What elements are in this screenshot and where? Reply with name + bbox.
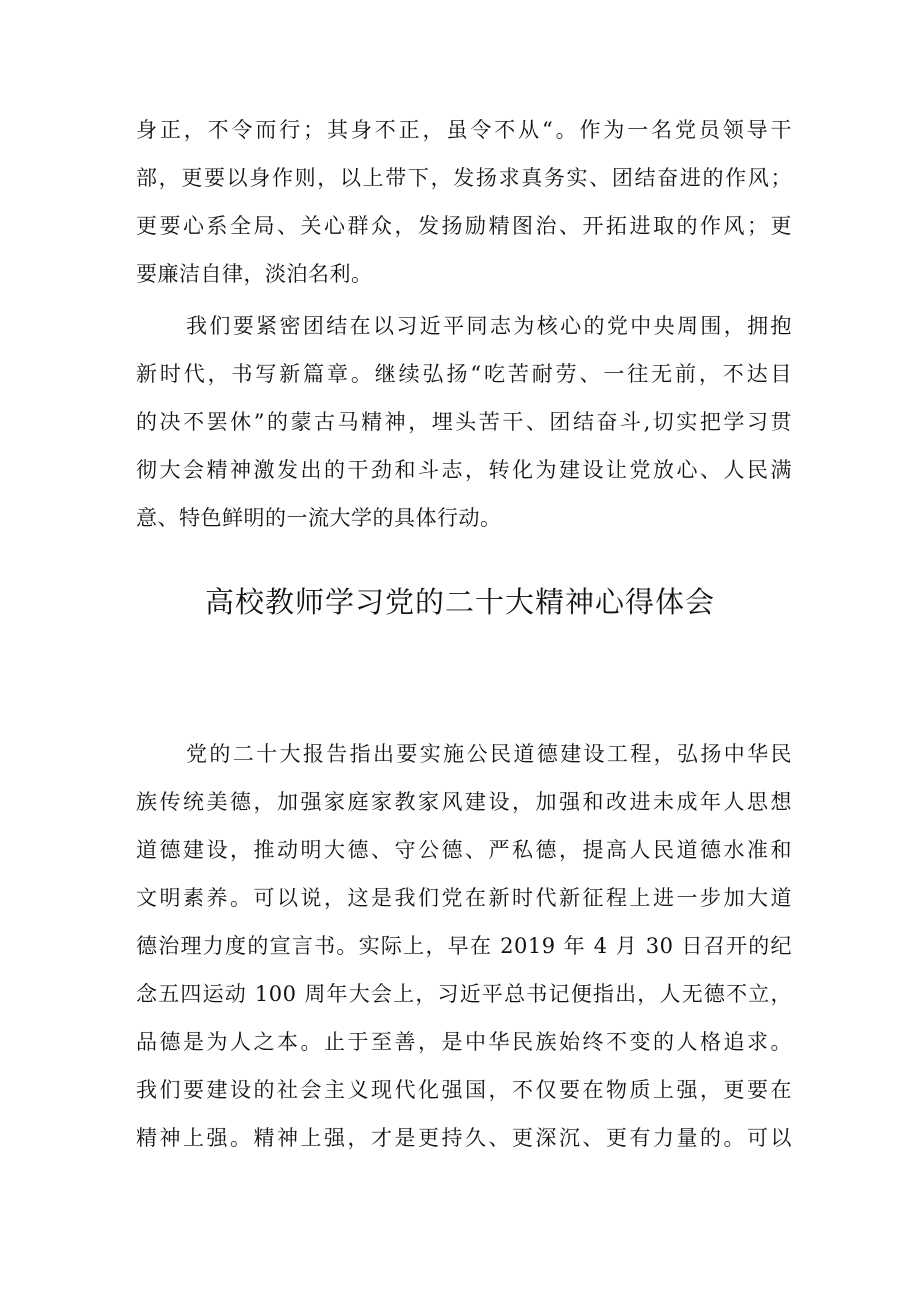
paragraph-line: 身正，不令而行；其身不正，虽令不从“。作为一名党员领导干 xyxy=(136,118,792,142)
paragraph-line: 品德是为人之本。止于至善，是中华民族始终不变的人格追求。 xyxy=(136,1030,792,1054)
paragraph-line: 族传统美德，加强家庭家教家风建设，加强和改进未成年人思想 xyxy=(136,790,792,814)
paragraph-unity xyxy=(136,302,792,542)
paragraph-line: 新时代，书写新篇章。继续弘扬“吃苦耐劳、一往无前，不达目 xyxy=(136,362,792,386)
paragraph-line: 文明素养。可以说，这是我们党在新时代新征程上进一步加大道 xyxy=(136,886,792,910)
paragraph-line: 念五四运动 100 周年大会上，习近平总书记便指出，人无德不立， xyxy=(136,982,792,1006)
paragraph-line: 彻大会精神激发出的干劲和斗志，转化为建设让党放心、人民满 xyxy=(136,458,792,482)
paragraph-line: 党的二十大报告指出要实施公民道德建设工程，弘扬中华民 xyxy=(186,742,792,766)
paragraph-line: 更要心系全局、关心群众，发扬励精图治、开拓进取的作风；更 xyxy=(136,214,792,238)
section-title: 高校教师学习党的二十大精神心得体会 xyxy=(204,585,715,619)
paragraph-continuation xyxy=(136,106,792,298)
paragraph-line: 要廉洁自律，淡泊名利。 xyxy=(136,262,373,286)
paragraph-line: 的决不罢休”的蒙古马精神，埋头苦干、团结奋斗,切实把学习贯 xyxy=(136,410,792,434)
paragraph-line: 道德建设，推动明大德、守公德、严私德，提高人民道德水准和 xyxy=(136,838,792,862)
paragraph-line: 意、特色鲜明的一流大学的具体行动。 xyxy=(136,506,502,530)
paragraph-morality xyxy=(136,730,792,1162)
paragraph-line: 我们要紧密团结在以习近平同志为核心的党中央周围，拥抱 xyxy=(186,314,792,338)
paragraph-line: 精神上强。精神上强，才是更持久、更深沉、更有力量的。可以 xyxy=(136,1126,792,1150)
paragraph-line: 德治理力度的宣言书。实际上，早在 2019 年 4 月 30 日召开的纪 xyxy=(136,934,792,958)
paragraph-line: 我们要建设的社会主义现代化强国，不仅要在物质上强，更要在 xyxy=(136,1078,792,1102)
paragraph-line: 部，更要以身作则，以上带下，发扬求真务实、团结奋进的作风； xyxy=(136,166,792,190)
